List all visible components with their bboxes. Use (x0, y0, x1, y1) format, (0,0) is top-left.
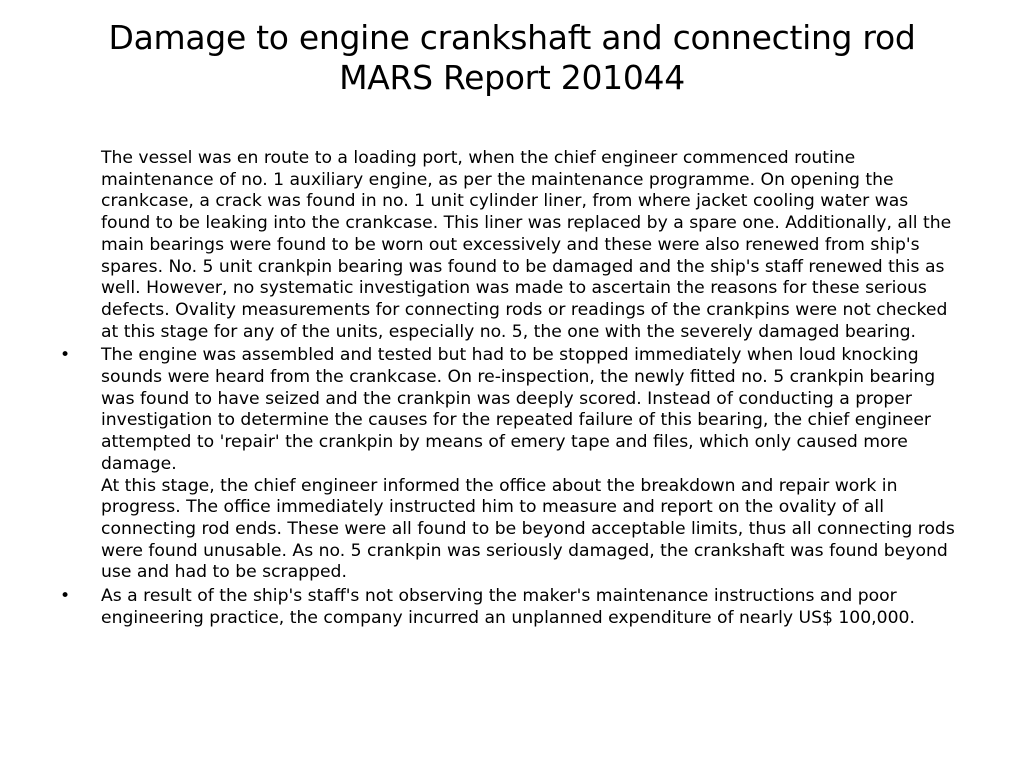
list-item (58, 586, 960, 629)
paragraph: The engine was assembled and tested but had to be stopped immediately when loud knocking sounds were heard from the crankcase. On re-inspection, the newly fitted no. 5 crankpin bearing was found to have seized and the crankpin was deeply scored. Instead of conducting a proper investigation to determine the causes for the repeated failure of this bearing, the chief engineer attempted to 'repair' the crankpin by means of emery tape and files, which only caused more damage. (101, 345, 936, 474)
bullet-icon: • (60, 345, 71, 366)
paragraph: At this stage, the chief engineer informed the office about the breakdown and repair work in progress. The office immediately instructed him to measure and report on the ovality of all connecting rod ends. These were all found to be beyond acceptable limits, thus all connecting rods were found unusable. As no. 5 crankpin was seriously damaged, the crankshaft was found beyond use and had to be scrapped. (101, 475, 955, 583)
list-item (58, 148, 960, 343)
bullet-icon: • (60, 586, 71, 607)
slide-title-line-2: MARS Report 201044 (339, 58, 685, 97)
paragraph: As a result of the ship's staff's not observing the maker's maintenance instructions and poor engineering practice, the company incurred an unplanned expenditure of nearly US$ 100,000. (101, 586, 915, 628)
paragraph: The vessel was en route to a loading port, when the chief engineer commenced routine maintenance of no. 1 auxiliary engine, as per the maintenance programme. On opening the crankcase, a crack was found in no. 1 unit cylinder liner, from where jacket cooling water was found to be leaking into the crankcase. This liner was replaced by a spare one. Additionally, all the main bearings were found to be worn out excessively and these were also renewed from ship's spares. No. 5 unit crankpin bearing was found to be damaged and the ship's staff renewed this as well. However, no systematic investigation was made to ascertain the reasons for these serious defects. Ovality measurements for connecting rods or readings of the crankpins were not checked at this stage for any of the units, especially no. 5, the one with the severely damaged bearing. (101, 148, 952, 342)
slide-title-line-1: Damage to engine crankshaft and connecting rod (108, 18, 916, 57)
slide-title (60, 18, 964, 98)
slide-body-list (58, 148, 960, 631)
list-item (58, 345, 960, 584)
